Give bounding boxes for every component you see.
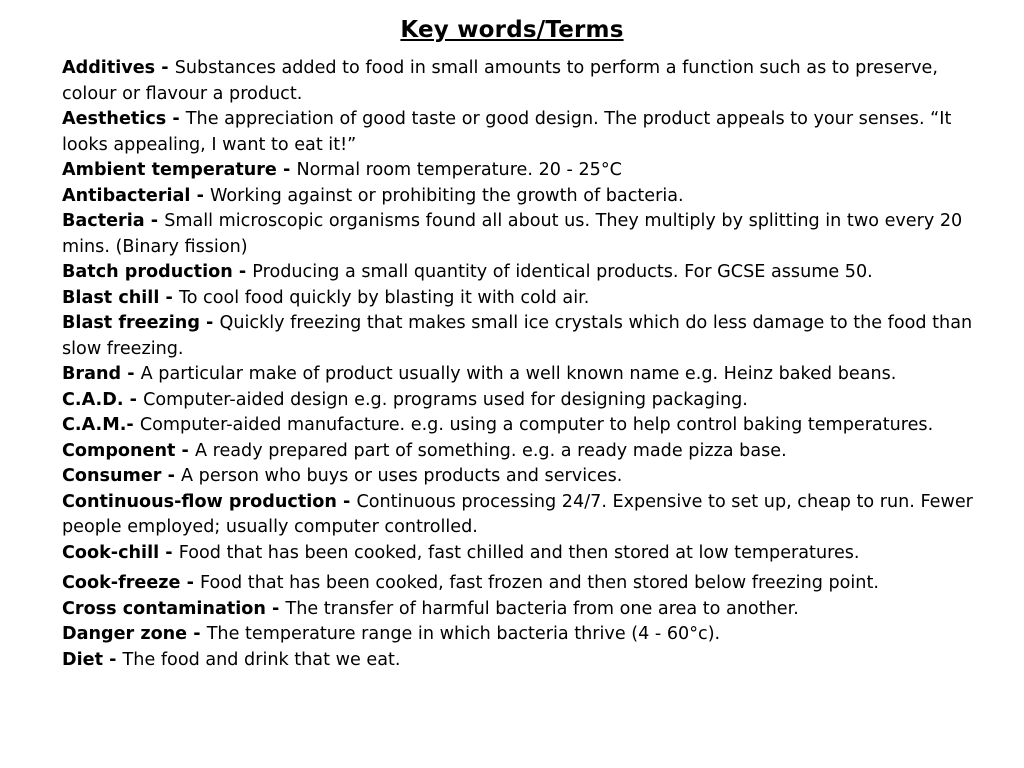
term-definition: Food that has been cooked, fast chilled and then stored at low temperatures. [178, 542, 860, 563]
term-definition: The appreciation of good taste or good design. The product appeals to your senses. “It looks appealing, I want to eat it!” [62, 109, 952, 155]
glossary-entry [62, 107, 997, 158]
term-name: Cross contamination [62, 598, 266, 619]
term-separator: - [126, 415, 140, 435]
term-definition: Working against or prohibiting the growth of bacteria. [210, 185, 684, 206]
glossary-entry [62, 286, 997, 312]
term-definition: The temperature range in which bacteria thrive (4 - 60°c). [206, 624, 721, 644]
glossary-entry [62, 56, 997, 107]
term-name: Blast freezing [62, 313, 200, 333]
term-definition: A person who buys or uses products and services. [181, 466, 623, 486]
term-definition: Continuous processing 24/7. Expensive to set up, cheap to run. Fewer people employed; usually computer controlled. [62, 491, 973, 537]
term-separator: - [180, 573, 201, 593]
term-name: Consumer [62, 466, 162, 486]
term-separator: - [144, 211, 165, 231]
term-name: Ambient temperature [62, 160, 277, 180]
term-name: Aesthetics [62, 109, 167, 129]
term-name: Component [62, 440, 176, 461]
glossary-entry [62, 260, 997, 286]
term-definition: Small microscopic organisms found all about us. They multiply by splitting in two every 20 mins. (Binary fission) [62, 211, 963, 257]
term-name: Continuous-flow production [62, 491, 337, 512]
term-definition: The food and drink that we eat. [122, 649, 401, 670]
term-definition: A particular make of product usually with a well known name e.g. Heinz baked beans. [140, 364, 897, 384]
term-name: Cook-chill [62, 542, 160, 563]
term-separator: - [175, 440, 195, 461]
term-separator: - [336, 491, 357, 512]
glossary-entry [62, 571, 997, 597]
term-separator: - [121, 364, 141, 384]
term-definition: A ready prepared part of something. e.g. a ready made pizza base. [194, 440, 787, 461]
term-separator: - [190, 185, 210, 206]
term-name: Cook-freeze [62, 573, 181, 593]
glossary-entry [62, 648, 997, 674]
glossary-list [62, 56, 997, 673]
term-separator: - [166, 109, 186, 129]
term-name: Diet [62, 649, 103, 670]
glossary-entry [62, 413, 997, 439]
term-separator: - [265, 598, 286, 619]
glossary-entry [62, 388, 997, 414]
glossary-entry [62, 311, 997, 362]
glossary-entry [62, 362, 997, 388]
glossary-entry [62, 597, 997, 623]
term-name: Batch production [62, 262, 233, 282]
term-separator: - [187, 624, 207, 644]
glossary-entry [62, 439, 997, 465]
glossary-entry [62, 490, 997, 541]
term-name: Brand [62, 364, 122, 384]
term-definition: Normal room temperature. 20 - 25°C [296, 160, 622, 180]
term-definition: The transfer of harmful bacteria from one area to another. [285, 598, 799, 619]
term-separator: - [159, 542, 179, 563]
term-name: Antibacterial [62, 185, 191, 206]
term-separator: - [123, 389, 144, 410]
glossary-entry [62, 158, 997, 184]
term-separator: - [155, 58, 175, 78]
glossary-entry [62, 464, 997, 490]
term-separator: - [276, 160, 297, 180]
glossary-entry [62, 541, 997, 567]
term-definition: Substances added to food in small amounts to perform a function such as to preserve, colour or flavour a product. [62, 58, 938, 104]
term-definition: Quickly freezing that makes small ice crystals which do less damage to the food than slow freezing. [62, 313, 973, 359]
glossary-entry [62, 184, 997, 210]
term-name: Danger zone [62, 624, 188, 644]
glossary-entry [62, 622, 997, 648]
term-separator: - [159, 287, 179, 308]
term-definition: To cool food quickly by blasting it with cold air. [178, 287, 590, 308]
term-separator: - [232, 262, 253, 282]
term-separator: - [161, 466, 182, 486]
page-title: Key words/Terms [400, 17, 624, 43]
term-name: Bacteria [62, 211, 145, 231]
term-definition: Computer-aided manufacture. e.g. using a computer to help control baking temperatures. [139, 415, 934, 435]
term-definition: Food that has been cooked, fast frozen and then stored below freezing point. [200, 573, 879, 593]
term-name: C.A.D. [62, 389, 124, 410]
term-separator: - [199, 313, 220, 333]
term-definition: Computer-aided design e.g. programs used for designing packaging. [143, 389, 748, 410]
term-separator: - [102, 649, 123, 670]
term-name: C.A.M. [62, 415, 127, 435]
term-name: Blast chill [62, 287, 160, 308]
glossary-entry [62, 209, 997, 260]
term-definition: Producing a small quantity of identical products. For GCSE assume 50. [252, 262, 873, 282]
term-name: Additives [62, 58, 156, 78]
